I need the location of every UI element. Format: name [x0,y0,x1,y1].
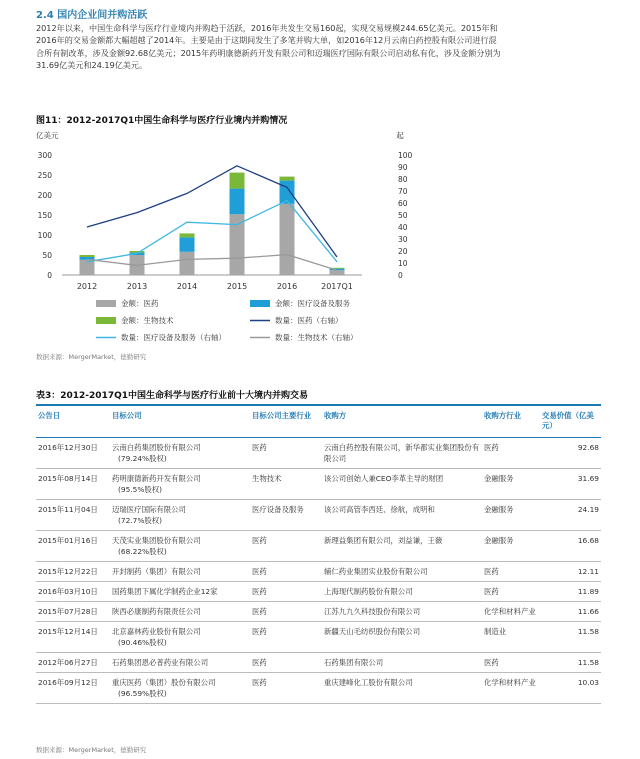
y2-tick-label: 50 [398,211,408,220]
deal-target [110,531,250,562]
table-row [36,469,601,500]
table-source: 数据来源：MergerMarket，德勤研究 [36,746,147,754]
deal-acquirer: 辅仁药业集团实业股份有限公司 [322,562,482,582]
legend-label: 金额：医药 [121,299,159,308]
y-tick-label: 100 [37,231,52,240]
y2-tick-label: 20 [398,247,408,256]
legend-swatch [96,300,116,307]
intro-line: 2016年的交易金额都大幅超越了2014年。主要是由于这期间发生了多笔并购大单，如2016年12月云南白药控股有限公司进行混 [36,35,497,46]
legend-label: 数量：医疗设备及服务（右轴） [121,333,226,342]
deal-target-name: 石药集团恩必普药业有限公司 [112,658,209,667]
x-tick-label: 2012 [76,282,98,291]
bar-segment [230,214,245,275]
deal-target-industry: 生物技术 [250,469,322,500]
deal-acquirer-industry: 化学和材料产业 [482,602,540,622]
deal-date: 2015年12月22日 [36,562,110,582]
deal-target [110,622,250,653]
deal-value: 24.19 [540,500,601,531]
deal-value: 11.58 [540,622,601,653]
deal-target-industry: 医药 [250,582,322,602]
deal-date: 2016年03月10日 [36,582,110,602]
figure-source: 数据来源：MergerMarket，德勤研究 [36,353,147,361]
y2-tick-label: 70 [398,187,408,196]
deal-acquirer: 新疆天山毛纺织股份有限公司 [322,622,482,653]
y2-tick-label: 0 [398,271,403,280]
left-axis-unit: 亿美元 [36,131,59,140]
deal-target [110,562,250,582]
x-tick-label: 2014 [176,282,198,291]
y-tick-label: 200 [37,191,52,200]
deal-target [110,469,250,500]
bar-segment [280,204,295,275]
deal-acquirer: 石药集团有限公司 [322,653,482,673]
header-date: 公告日 [36,405,110,438]
y2-tick-label: 30 [398,235,408,244]
deal-target-stake: (68.22%股权) [118,547,167,556]
deal-value: 10.03 [540,673,601,704]
deal-target-name: 开封制药（集团）有限公司 [112,567,201,576]
deal-acquirer: 上海现代制药股份有限公司 [322,582,482,602]
deal-acquirer-industry: 医药 [482,582,540,602]
deal-target-name: 天茂实业集团股份有限公司 [112,536,201,545]
deal-target-stake: (79.24%股权) [118,454,167,463]
legend-label: 金额：生物技术 [121,316,174,325]
right-axis-unit: 起 [396,131,404,140]
y2-tick-label: 60 [398,199,408,208]
deal-target-industry: 医药 [250,531,322,562]
deal-acquirer: 该公司高管李西廷、徐航，成明和 [322,500,482,531]
deal-value: 11.58 [540,653,601,673]
deal-date: 2015年12月14日 [36,622,110,653]
bar-segment [180,252,195,275]
deal-target-industry: 医药 [250,438,322,469]
intro-line: 合所有制改革，涉及金额92.68亿美元；2015年药明康德新药开发有限公司和迈瑞医疗国际有限公司启动私有化，涉及金额分别为 [36,47,501,58]
deal-date: 2016年09月12日 [36,673,110,704]
deal-acquirer-industry: 医药 [482,562,540,582]
y2-tick-label: 80 [398,175,408,184]
deal-target [110,438,250,469]
x-tick-label: 2017Q1 [321,282,353,291]
deal-acquirer-industry: 制造业 [482,622,540,653]
deal-target-industry: 医疗设备及服务 [250,500,322,531]
deal-value: 31.69 [540,469,601,500]
deal-acquirer: 新理益集团有限公司，刘益谦，王薇 [322,531,482,562]
deal-target-industry: 医药 [250,653,322,673]
deal-target-name: 重庆医药（集团）股份有限公司 [112,678,216,687]
header-target-industry: 目标公司主要行业 [250,405,322,438]
header-value: 交易价值（亿美元） [540,405,601,438]
legend-swatch [96,317,116,324]
header-acquirer: 收购方 [322,405,482,438]
table-header-row [36,405,601,438]
table-row [36,602,601,622]
y2-tick-label: 100 [398,151,413,160]
deal-target [110,582,250,602]
header-acquirer-industry: 收购方行业 [482,405,540,438]
deal-date: 2015年11月04日 [36,500,110,531]
deal-acquirer-industry: 金融服务 [482,500,540,531]
y-tick-label: 300 [37,151,52,160]
deal-acquirer-industry: 化学和材料产业 [482,673,540,704]
deal-target-stake: (90.46%股权) [118,638,167,647]
deal-value: 11.89 [540,582,601,602]
y-tick-label: 150 [37,211,52,220]
deal-date: 2015年08月14日 [36,469,110,500]
deal-acquirer-industry: 医药 [482,438,540,469]
deal-value: 92.68 [540,438,601,469]
bar-segment [80,260,95,275]
y-tick-label: 250 [37,171,52,180]
y2-tick-label: 10 [398,259,408,268]
deal-target-name: 北京嘉林药业股份有限公司 [112,627,201,636]
deal-date: 2012年06月27日 [36,653,110,673]
deal-target-stake: (95.5%股权) [118,485,163,494]
deal-value: 12.11 [540,562,601,582]
deal-target-name: 国药集团下属化学制药企业12家 [112,587,218,596]
deal-value: 16.68 [540,531,601,562]
deal-target-industry: 医药 [250,622,322,653]
deal-acquirer: 重庆建峰化工股份有限公司 [322,673,482,704]
table-row [36,673,601,704]
series-line [87,166,337,257]
deal-value: 11.66 [540,602,601,622]
deal-target-industry: 医药 [250,673,322,704]
deal-acquirer: 该公司创始人兼CEO李革主导的财团 [322,469,482,500]
legend-label: 数量：医药（右轴） [275,316,343,325]
deal-target [110,673,250,704]
deal-target [110,500,250,531]
header-target: 目标公司 [110,405,250,438]
deal-acquirer: 江苏九九久科技股份有限公司 [322,602,482,622]
deal-target [110,653,250,673]
deal-acquirer: 云南白药控股有限公司，新华都实业集团股份有限公司 [322,438,482,469]
deal-acquirer-industry: 金融服务 [482,531,540,562]
bar-segment [330,270,345,275]
table-row [36,438,601,469]
deal-target-stake: (96.59%股权) [118,689,167,698]
intro-line: 31.69亿美元和24.19亿美元。 [36,60,148,71]
intro-paragraph [36,22,611,72]
y2-tick-label: 90 [398,163,408,172]
top-deals-table [36,404,601,704]
deal-target-name: 云南白药集团股份有限公司 [112,443,201,452]
bar-segment [180,237,195,251]
legend-swatch [250,300,270,307]
deal-target [110,602,250,622]
series-line [87,255,337,271]
deal-target-name: 迈瑞医疗国际有限公司 [112,505,186,514]
deal-date: 2015年07月28日 [36,602,110,622]
deal-target-name: 药明康德新药开发有限公司 [112,474,201,483]
bar-segment [180,233,195,237]
y2-tick-label: 40 [398,223,408,232]
table-row [36,622,601,653]
x-tick-label: 2016 [276,282,298,291]
y-tick-label: 50 [42,251,52,260]
deal-date: 2016年12月30日 [36,438,110,469]
ma-chart [0,124,640,354]
deal-target-name: 陕西必康制药有限责任公司 [112,607,201,616]
bar-segment [80,255,95,257]
y-tick-label: 0 [47,271,52,280]
deal-target-industry: 医药 [250,562,322,582]
deal-target-industry: 医药 [250,602,322,622]
series-line [87,201,337,262]
legend-label: 金额：医疗设备及服务 [275,299,350,308]
bar-segment [230,173,245,189]
figure-title: 图11：2012-2017Q1中国生命科学与医疗行业境内并购情况 [36,116,288,126]
bar-segment [280,177,295,181]
table-row [36,653,601,673]
deal-target-stake: (72.7%股权) [118,516,163,525]
deal-date: 2015年01月16日 [36,531,110,562]
table-title: 表3：2012-2017Q1中国生命科学与医疗行业前十大境内并购交易 [36,391,309,401]
legend-label: 数量：生物技术（右轴） [275,333,358,342]
deal-acquirer-industry: 医药 [482,653,540,673]
deal-acquirer-industry: 金融服务 [482,469,540,500]
bar-segment [130,251,145,253]
table-row [36,500,601,531]
intro-line: 2012年以来，中国生命科学与医疗行业境内并购趋于活跃，2016年共发生交易160起，实现交易规模244.65亿美元。2015年和 [36,23,498,33]
table-row [36,531,601,562]
table-row [36,562,601,582]
section-title: 2.4 国内企业间并购活跃 [36,10,148,21]
table-row [36,582,601,602]
x-tick-label: 2013 [126,282,148,291]
x-tick-label: 2015 [226,282,248,291]
bar-segment [230,189,245,215]
